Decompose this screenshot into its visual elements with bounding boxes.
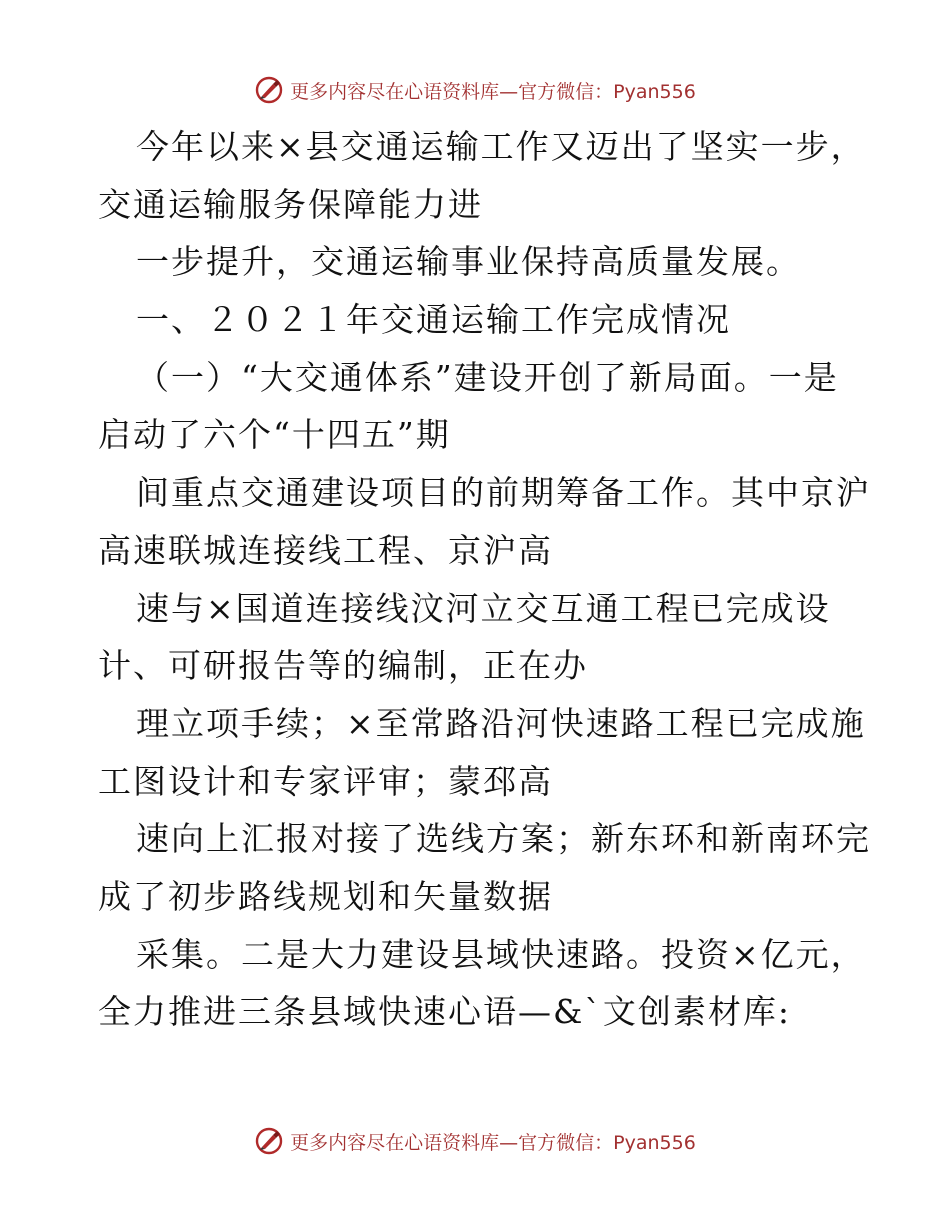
text-line: 交通运输服务保障能力进 <box>98 184 483 224</box>
watermark-separator: — <box>499 1131 519 1154</box>
text-line: 理立项手续；×至常路沿河快速路工程已完成施 <box>136 703 866 743</box>
pen-logo-icon <box>254 1126 284 1156</box>
watermark-brand: 更多内容尽在心语资料库 <box>290 80 500 103</box>
section-heading: 一、２０２１年交通运输工作完成情况 <box>136 300 731 340</box>
text-line: 一步提升，交通运输事业保持高质量发展。 <box>136 242 801 282</box>
watermark-brand: 更多内容尽在心语资料库 <box>290 1131 500 1154</box>
text-line: 启动了六个“十四五”期 <box>98 415 451 455</box>
text-line: 采集。二是大力建设县域快速路。投资×亿元， <box>136 934 866 974</box>
watermark-separator: — <box>499 80 519 103</box>
text-line: 成了初步路线规划和矢量数据 <box>98 876 553 916</box>
text-line: （一）“大交通体系”建设开创了新局面。一是 <box>136 357 839 397</box>
pen-logo-icon <box>254 75 284 105</box>
text-line: 计、可研报告等的编制，正在办 <box>98 646 588 686</box>
document-body <box>98 118 871 1041</box>
text-line: 今年以来×县交通运输工作又迈出了坚实一步， <box>136 127 866 166</box>
watermark-contact: 官方微信：Pyan556 <box>518 80 696 103</box>
text-line: 速向上汇报对接了选线方案；新东环和新南环完 <box>136 819 871 859</box>
footer-watermark <box>0 1121 950 1161</box>
text-line: 间重点交通建设项目的前期筹备工作。其中京沪 <box>136 473 871 513</box>
header-watermark <box>0 70 950 110</box>
text-line: 全力推进三条县域快速心语—&`文创素材库: <box>98 992 791 1032</box>
text-line: 高速联城连接线工程、京沪高 <box>98 530 553 570</box>
watermark-contact: 官方微信：Pyan556 <box>518 1131 696 1154</box>
text-line: 工图设计和专家评审；蒙邳高 <box>98 761 553 801</box>
text-line: 速与×国道连接线汶河立交互通工程已完成设 <box>136 588 831 628</box>
